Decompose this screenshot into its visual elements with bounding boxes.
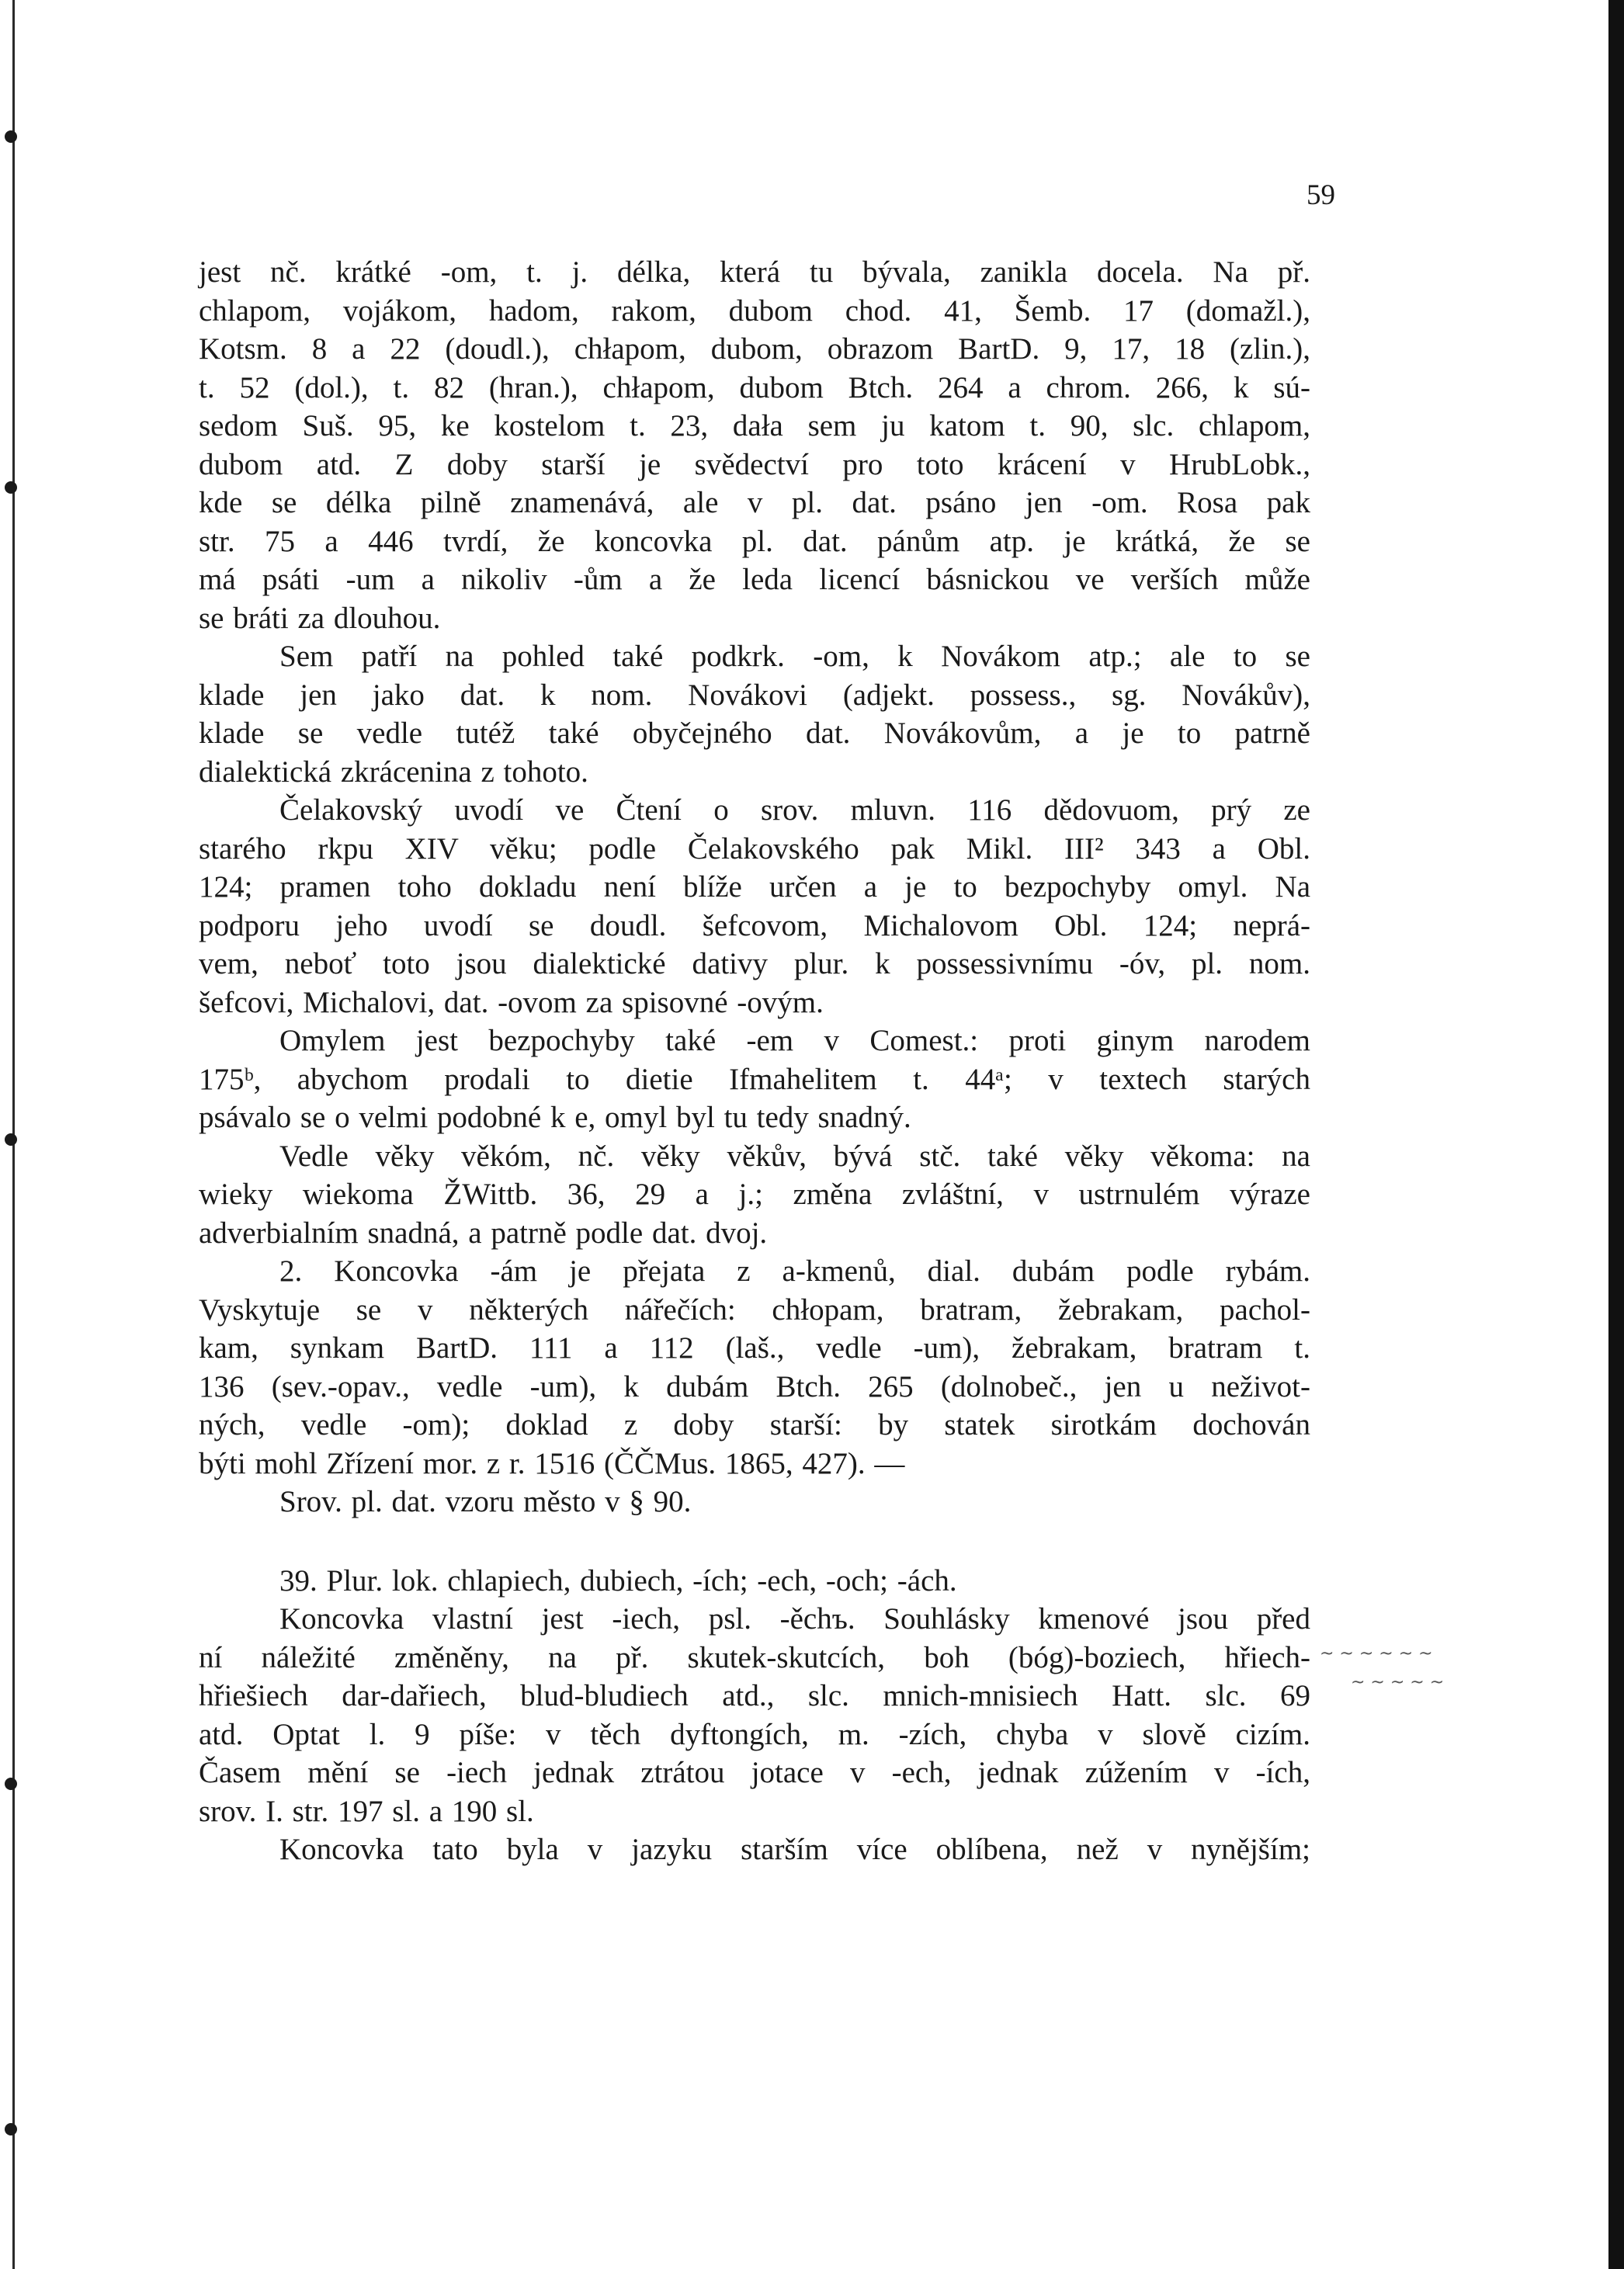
text-line: t. 52 (dol.), t. 82 (hran.), chłapom, dubom Btch. 264 a chrom. 266, k sú- (199, 370, 1310, 404)
binding-mark (5, 481, 17, 494)
text-line: Kotsm. 8 a 22 (doudl.), chłapom, dubom, obrazom BartD. 9, 17, 18 (zlin.), (199, 332, 1310, 366)
text-line: jest nč. krátké -om, t. j. délka, která tu bývala, zanikla docela. Na př. (199, 255, 1310, 289)
text-line: str. 75 a 446 tvrdí, že koncovka pl. dat. pánům atp. je krátká, že se (199, 524, 1310, 558)
binding-mark (5, 2123, 17, 2135)
text-line: ní náležité změněny, na př. skutek-skutcích, boh (bóg)-boziech, hřiech- (199, 1640, 1310, 1674)
page-number: 59 (1306, 179, 1335, 211)
text-line: 175ᵇ, abychom prodali to dietie Ifmahelitem t. 44ᵃ; v textech starých (199, 1062, 1310, 1096)
text-line: podporu jeho uvodí se doudl. šefcovom, Michalovom Obl. 124; neprá- (199, 908, 1310, 942)
binding-mark (5, 130, 17, 143)
text-line: vem, neboť toto jsou dialektické dativy plur. k possessivnímu -óv, pl. nom. (199, 947, 1310, 980)
text-line: Čelakovský uvodí ve Čtení o srov. mluvn. 116 dědovuom, prý ze (279, 793, 1310, 827)
text-line: kde se délka pilně znamenává, ale v pl. dat. psáno jen -om. Rosa pak (199, 486, 1310, 519)
scan-right-edge (1608, 0, 1624, 2269)
text-line: Sem patří na pohled také podkrk. -om, k Novákom atp.; ale to se (279, 640, 1310, 673)
handwritten-margin-note: ~ ~ ~ ~ ~ (1351, 1673, 1445, 1692)
text-line: kam, synkam BartD. 111 a 112 (laš., vedle -um), žebrakam, bratram t. (199, 1331, 1310, 1365)
text-line: Vedle věky věkóm, nč. věky věkův, bývá stč. také věky věkoma: na (279, 1139, 1310, 1173)
text-line: býti mohl Zřízení mor. z r. 1516 (ČČMus. 1865, 427). — (199, 1446, 905, 1480)
text-line: Koncovka vlastní jest -iech, psl. -ěchъ. Souhlásky kmenové jsou před (279, 1602, 1310, 1636)
text-line: dubom atd. Z doby starší je svědectví pro toto krácení v HrubLobk., (199, 447, 1310, 481)
text-line: 136 (sev.-opav., vedle -um), k dubám Btch. 265 (dolnobeč., jen u neživot- (199, 1369, 1310, 1403)
text-line: 39. Plur. lok. chlapiech, dubiech, -ích; -ech, -och; -ách. (279, 1563, 957, 1598)
text-line: starého rkpu XIV věku; podle Čelakovského pak Mikl. III² 343 a Obl. (199, 831, 1310, 866)
text-line: Omylem jest bezpochyby také -em v Comest.: proti ginym narodem (279, 1024, 1310, 1057)
handwritten-margin-note: ~ ~ ~ ~ ~ ~ (1320, 1644, 1433, 1664)
text-line: wieky wiekoma ŽWittb. 36, 29 a j.; změna zvláštní, v ustrnulém výraze (199, 1178, 1310, 1211)
scan-left-edge (0, 0, 17, 2269)
text-line: Časem mění se -iech jednak ztrátou jotace v -ech, jednak zúžením v -ích, (199, 1756, 1310, 1789)
text-line: šefcovi, Michalovi, dat. -ovom za spisovné -ovým. (199, 985, 824, 1019)
text-line: hřiešiech dar-dařiech, blud-bludiech atd., slc. mnich-mnisiech Hatt. slc. 69 (199, 1679, 1310, 1712)
page-text (199, 253, 1310, 1869)
text-line: Srov. pl. dat. vzoru město v § 90. (279, 1485, 692, 1518)
text-line: atd. Optat l. 9 píše: v těch dyftongích, m. -zích, chyba v slově cizím. (199, 1717, 1310, 1751)
section-gap (199, 1521, 1310, 1562)
text-line: dialektická zkrácenina z tohoto. (199, 755, 588, 789)
text-line: Vyskytuje se v některých nářečích: chłopam, bratram, žebrakam, pachol- (199, 1292, 1310, 1327)
text-line: sedom Suš. 95, ke kostelom t. 23, dała sem ju katom t. 90, slc. chlapom, (199, 409, 1310, 442)
text-line: chlapom, vojákom, hadom, rakom, dubom chod. 41, Šemb. 17 (domažl.), (199, 293, 1310, 328)
text-line: klade se vedle tutéž také obyčejného dat. Novákovům, a je to patrně (199, 716, 1310, 750)
text-line: srov. I. str. 197 sl. a 190 sl. (199, 1794, 534, 1828)
binding-mark (5, 1133, 17, 1146)
text-line: se bráti za dlouhou. (199, 601, 441, 635)
text-line: adverbialním snadná, a patrně podle dat. dvoj. (199, 1216, 768, 1250)
binding-mark (5, 1778, 17, 1790)
text-line: 2. Koncovka -ám je přejata z a-kmenů, dial. dubám podle rybám. (279, 1254, 1310, 1288)
text-line: ných, vedle -om); doklad z doby starší: by statek sirotkám dochován (199, 1408, 1310, 1442)
text-line: má psáti -um a nikoliv -ům a že leda licencí básnickou ve verších může (199, 563, 1310, 596)
text-line: Koncovka tato byla v jazyku starším více oblíbena, než v nynějším; (279, 1833, 1310, 1866)
text-line: psávalo se o velmi podobné k e, omyl byl tu tedy snadný. (199, 1101, 911, 1134)
text-line: klade jen jako dat. k nom. Novákovi (adjekt. possess., sg. Novákův), (199, 678, 1310, 712)
text-line: 124; pramen toho dokladu není blíže určen a je to bezpochyby omyl. Na (199, 870, 1310, 904)
